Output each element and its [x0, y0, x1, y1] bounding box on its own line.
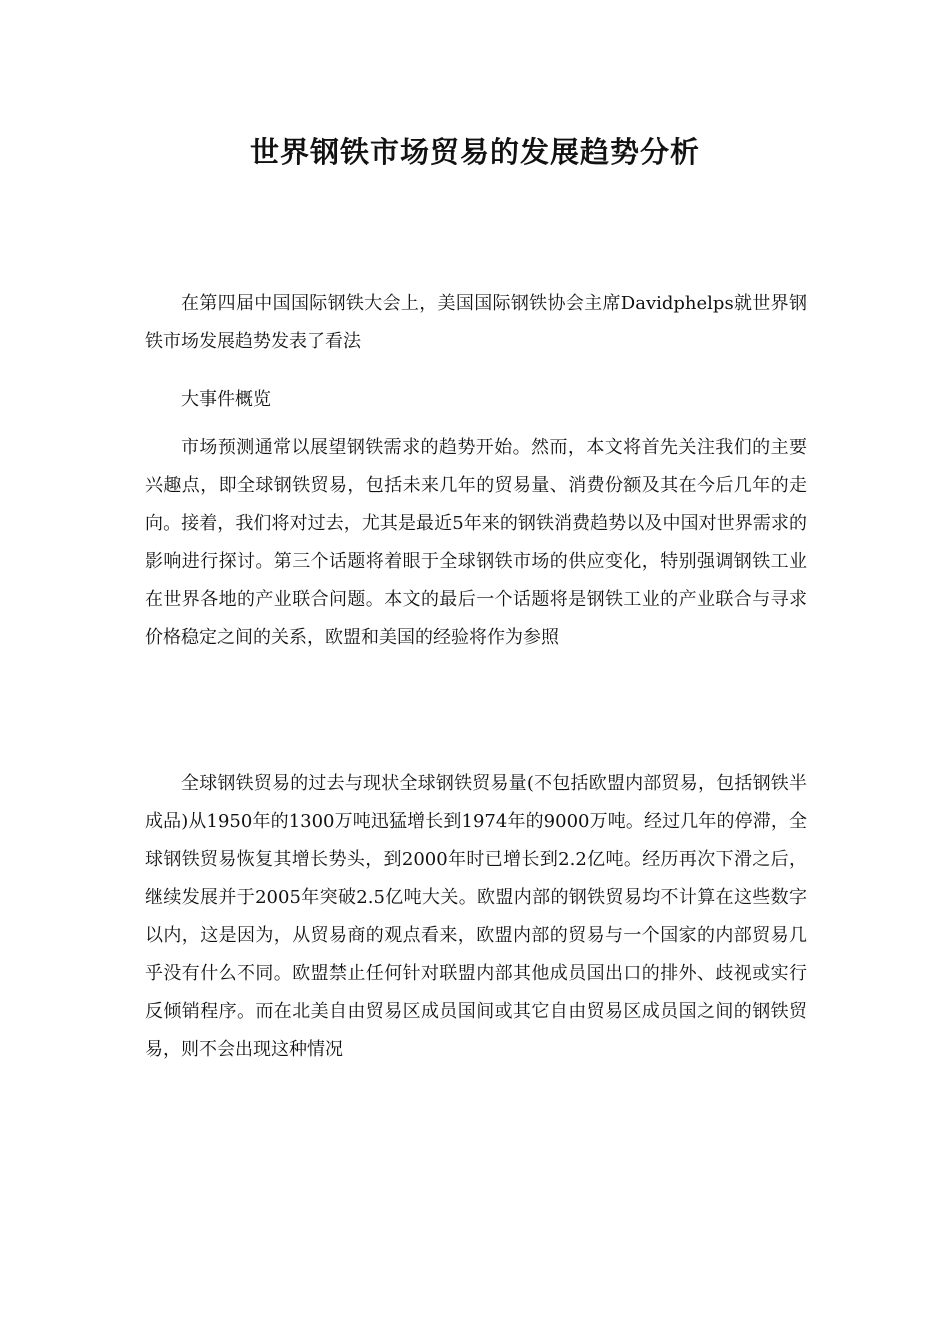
paragraph-trade-history: 全球钢铁贸易的过去与现状全球钢铁贸易量(不包括欧盟内部贸易，包括钢铁半成品)从1950年的1300万吨迅猛增长到1974年的9000万吨。经过几年的停滞，全球钢铁贸易恢复其增长势头，到2000年时已增长到2.2亿吨。经历再次下滑之后，继续发展并于2005年突破2.5亿吨大关。欧盟内部的钢铁贸易均不计算在这些数字以内，这是因为，从贸易商的观点看来，欧盟内部的贸易与一个国家的内部贸易几乎没有什么不同。欧盟禁止任何针对联盟内部其他成员国出口的排外、歧视或实行反倾销程序。而在北美自由贸易区成员国间或其它自由贸易区成员国之间的钢铁贸易，则不会出现这种情况 — [145, 773, 807, 1060]
document-title: 世界钢铁市场贸易的发展趋势分析 — [249, 135, 700, 169]
paragraph-overview: 市场预测通常以展望钢铁需求的趋势开始。然而，本文将首先关注我们的主要兴趣点，即全球钢铁贸易，包括未来几年的贸易量、消费份额及其在今后几年的走向。接着，我们将对过去，尤其是最近5年来的钢铁消费趋势以及中国对世界需求的影响进行探讨。第三个话题将着眼于全球钢铁市场的供应变化，特别强调钢铁工业在世界各地的产业联合问题。本文的最后一个话题将是钢铁工业的产业联合与寻求价格稳定之间的关系，欧盟和美国的经验将作为参照 — [145, 437, 807, 648]
section-heading-overview: 大事件概览 — [181, 389, 271, 410]
paragraph-intro: 在第四届中国国际钢铁大会上，美国国际钢铁协会主席Davidphelps就世界钢铁市场发展趋势发表了看法 — [145, 293, 807, 352]
